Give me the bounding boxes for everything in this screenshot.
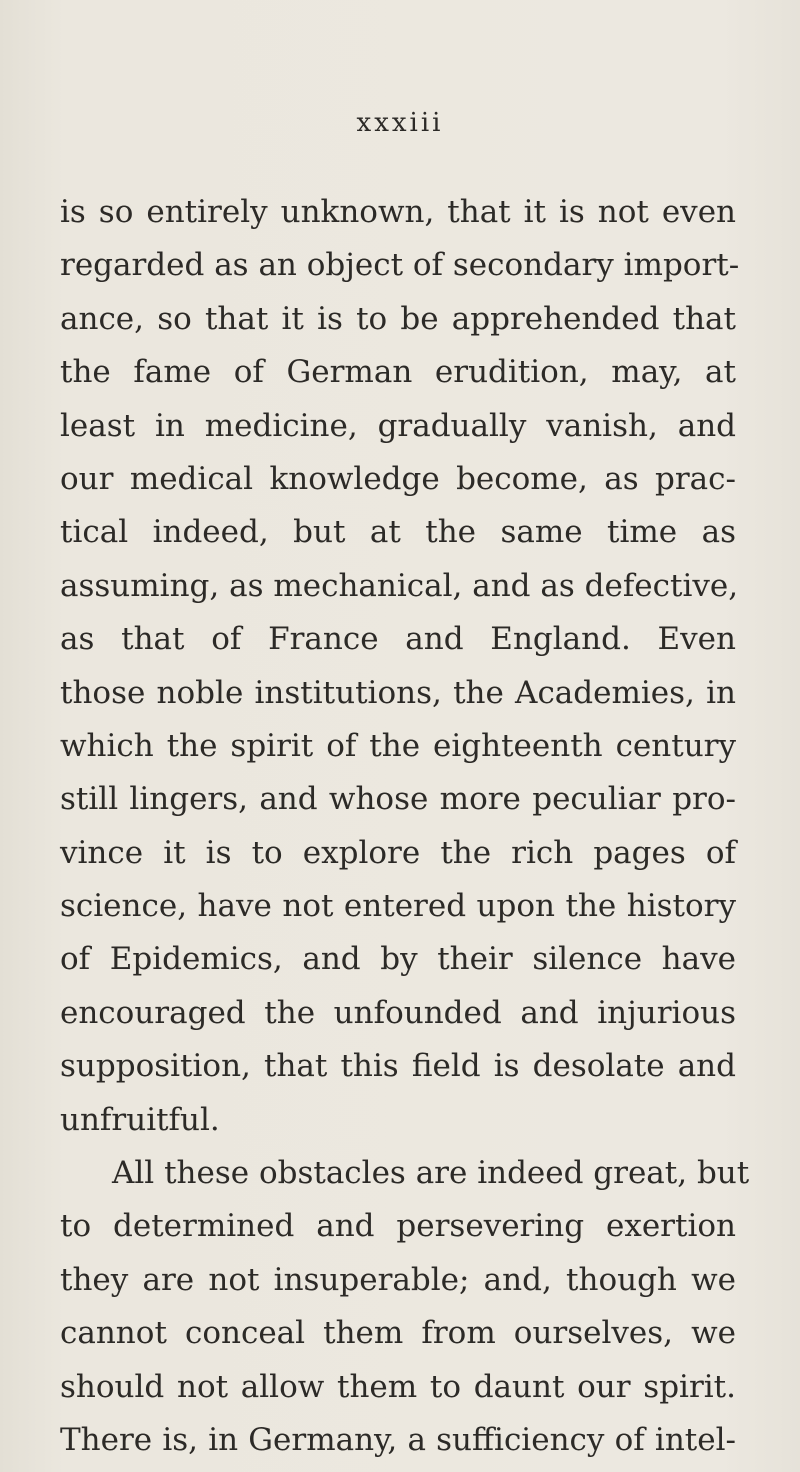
text-line: least in medicine, gradually vanish, and xyxy=(60,407,736,444)
text-line: There is, in Germany, a sufficiency of intel- xyxy=(60,1421,736,1458)
text-line: cannot conceal them from ourselves, we xyxy=(60,1315,736,1352)
text-line: supposition, that this field is desolate and xyxy=(60,1048,736,1085)
text-line: those noble institutions, the Academies, in xyxy=(60,674,736,711)
text-line: assuming, as mechanical, and as defective, xyxy=(60,567,739,604)
text-line: unfruitful. xyxy=(60,1101,220,1138)
text-line: to determined and persevering exertion xyxy=(60,1208,736,1245)
text-line: as that of France and England. Even xyxy=(60,621,736,658)
text-line: is so entirely unknown, that it is not even xyxy=(60,194,736,230)
text-line: science, have not entered upon the history xyxy=(60,888,736,925)
text-line: vince it is to explore the rich pages of xyxy=(60,834,736,871)
page-number: xxxiii xyxy=(356,108,444,138)
text-line: the fame of German erudition, may, at xyxy=(60,354,736,391)
text-line: of Epidemics, and by their silence have xyxy=(60,941,736,978)
text-line: should not allow them to daunt our spirit. xyxy=(60,1368,736,1405)
text-line: All these obstacles are indeed great, but xyxy=(112,1155,750,1192)
text-line: still lingers, and whose more peculiar pro- xyxy=(60,781,736,818)
text-line: ance, so that it is to be apprehended that xyxy=(60,300,736,337)
text-line: encouraged the unfounded and injurious xyxy=(60,994,736,1031)
text-line: regarded as an object of secondary import- xyxy=(60,247,740,284)
text-line: which the spirit of the eighteenth century xyxy=(60,727,736,764)
body-text xyxy=(60,186,750,1467)
text-line: our medical knowledge become, as prac- xyxy=(60,460,736,497)
text-line: tical indeed, but at the same time as xyxy=(60,514,736,551)
text-line: they are not insuperable; and, though we xyxy=(60,1261,736,1298)
